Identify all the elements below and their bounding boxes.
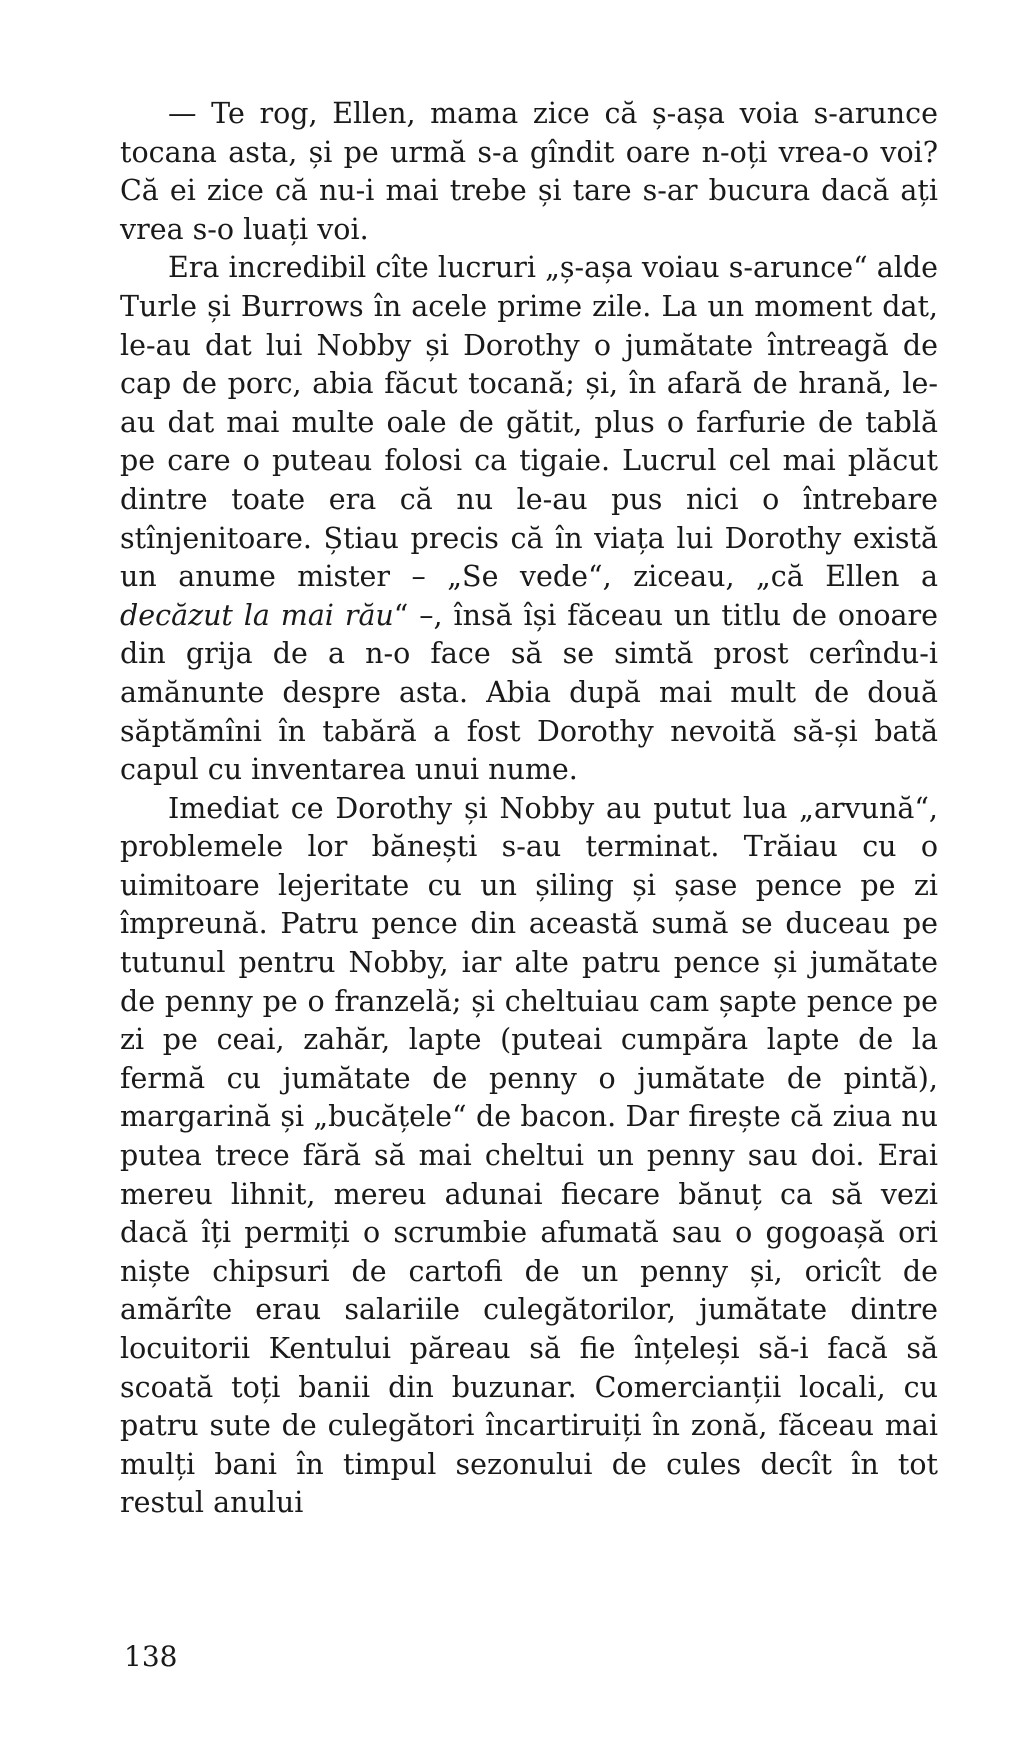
page-body: [120, 95, 938, 1523]
paragraph-2: [120, 249, 938, 789]
paragraph-2-italic: decăzut la mai rău: [120, 598, 394, 632]
paragraph-1: — Te rog, Ellen, mama zice că ș-așa voia s-arunce tocana asta, și pe urmă s-a gîndit oare n-oți vrea-o voi? Că ei zice că nu-i mai trebe și tare s-ar bucura dacă ați vrea s-o luați voi.: [120, 97, 938, 246]
paragraph-3: Imediat ce Dorothy și Nobby au putut lua „arvună“, problemele lor bănești s-au terminat. Trăiau cu o uimitoare lejeritate cu un șiling și șase pence pe zi împreună. Patru pence din această sumă se duceau pe tutunul pentru Nobby, iar alte patru pence și jumătate de penny pe o franzelă; și cheltuiau cam șapte pence pe zi pe ceai, zahăr, lapte (puteai cumpăra lapte de la fermă cu jumătate de penny o jumătate de pintă), margarină și „bucățele“ de bacon. Dar firește că ziua nu putea trece fără să mai cheltui un penny sau doi. Erai mereu lihnit, mereu adunai fiecare bănuț ca să vezi dacă îți permiți o scrumbie afumată sau o gogoașă ori niște chipsuri de cartofi de un penny și, oricît de amărîte erau salariile culegătorilor, jumătate dintre locuitorii Kentului păreau să fie înțeleși să-i facă să scoată toți banii din buzunar. Comercianții locali, cu patru sute de culegători încartiruiți în zonă, făceau mai mulți bani în timpul sezonului de cules decît în tot restul anului: [120, 791, 938, 1520]
page-number: 138: [124, 1640, 178, 1673]
paragraph-2-tail: “ –, însă își făceau un titlu de onoare din grija de a n-o face să se simtă prost cerîndu-i amănunte despre asta. Abia după mai mult de două săptămîni în tabără a fost Dorothy nevoită să-și bată capul cu inventarea unui nume.: [120, 598, 938, 787]
paragraph-2-text: Era incredibil cîte lucruri „ș-așa voiau s-arunce“ alde Turle și Burrows în acele prime zile. La un moment dat, le-au dat lui Nobby și Dorothy o jumătate întreagă de cap de porc, abia făcut tocană; și, în afară de hrană, le-au dat mai multe oale de gătit, plus o farfurie de tablă pe care o puteau folosi ca tigaie. Lucrul cel mai plăcut dintre toate era că nu le-au pus nici o întrebare stînjenitoare. Știau precis că în viața lui Dorothy există un anume mister – „Se vede“, ziceau, „că Ellen a: [120, 251, 938, 594]
